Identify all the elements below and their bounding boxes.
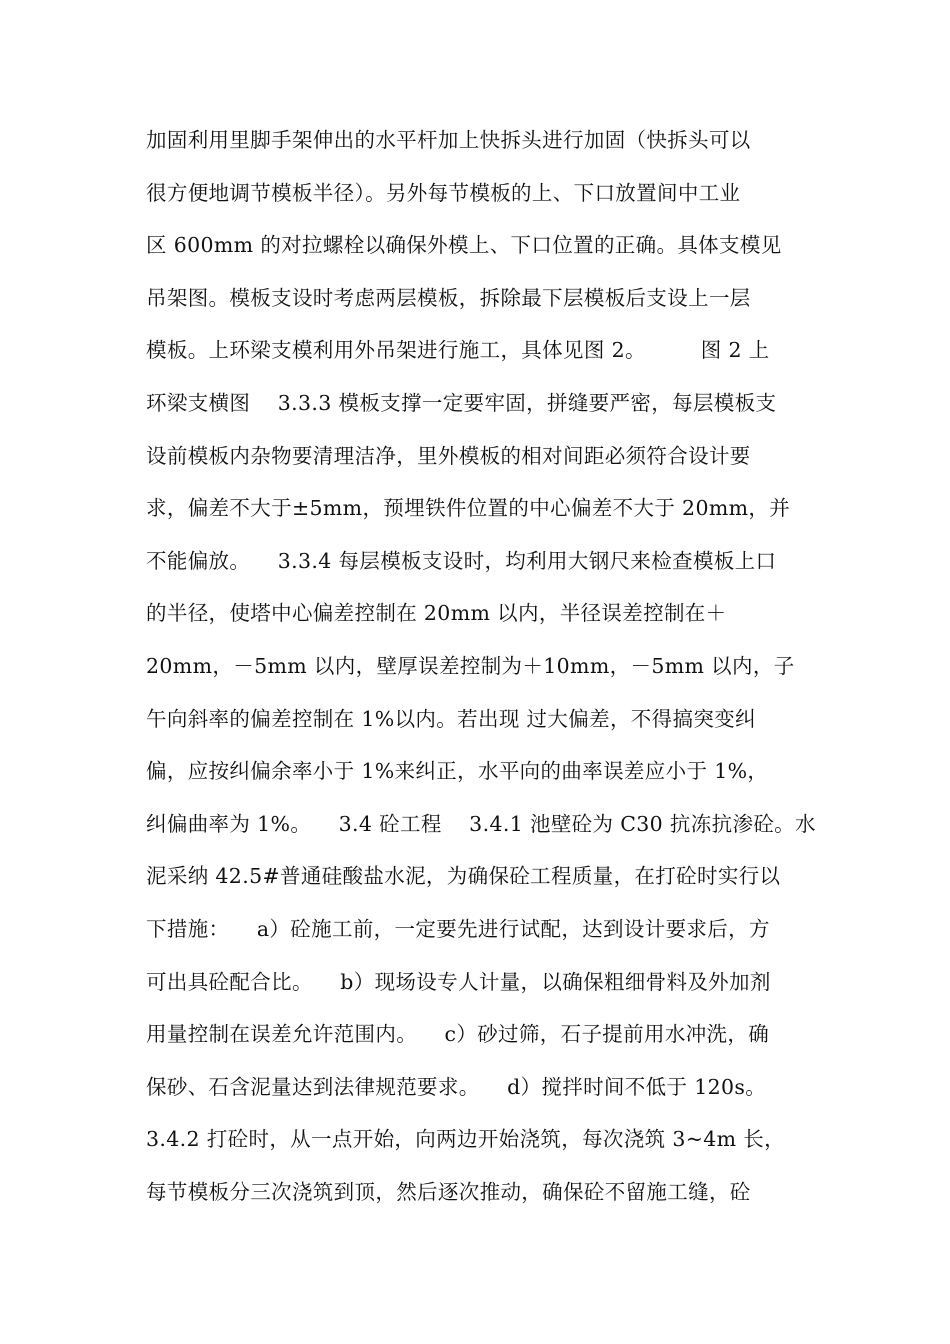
text-line: 每节模板分三次浇筑到顶，然后逐次推动，确保砼不留施工缝，砼: [146, 1179, 751, 1204]
text-line: 吊架图。模板支设时考虑两层模板，拆除最下层模板后支设上一层: [146, 285, 751, 310]
text-line: 的半径，使塔中心偏差控制在 20mm 以内，半径误差控制在＋: [146, 601, 727, 626]
text-line: 环梁支横图 3.3.3 模板支撑一定要牢固，拼缝要严密，每层模板支: [146, 390, 777, 415]
text-line: 下措施： a）砼施工前，一定要先进行试配，达到设计要求后，方: [146, 916, 770, 941]
text-line: 区 600mm 的对拉螺栓以确保外模上、下口位置的正确。具体支模见: [146, 233, 782, 258]
text-line: 模板。上环梁支模利用外吊架进行施工，具体见图 2。 图 2 上: [146, 338, 770, 363]
text-line: 午向斜率的偏差控制在 1%以内。若出现 过大偏差，不得搞突变纠: [146, 706, 756, 731]
text-line: 3.4.2 打砼时，从一点开始，向两边开始浇筑，每次浇筑 3~4m 长，: [146, 1127, 786, 1152]
text-line: 加固利用里脚手架伸出的水平杆加上快拆头进行加固（快拆头可以: [146, 128, 751, 152]
text-line: 不能偏放。 3.3.4 每层模板支设时，均利用大钢尺来检查模板上口: [146, 548, 777, 573]
text-line: 很方便地调节模板半径）。另外每节模板的上、下口放置间中工业: [146, 180, 741, 205]
text-line: 保砂、石含泥量达到法律规范要求。 d）搅拌时间不低于 120s。: [146, 1074, 767, 1099]
text-line: 纠偏曲率为 1%。 3.4 砼工程 3.4.1 池壁砼为 C30 抗冻抗渗砼。水: [146, 811, 816, 836]
text-line: 设前模板内杂物要清理洁净，里外模板的相对间距必须符合设计要: [146, 443, 751, 468]
text-line: 偏，应按纠偏余率小于 1%来纠正，水平向的曲率误差应小于 1%，: [146, 759, 769, 784]
text-line: 20mm，－5mm 以内，壁厚误差控制为＋10mm，－5mm 以内，子: [146, 653, 795, 678]
text-line: 用量控制在误差允许范围内。 c）砂过筛，石子提前用水冲洗，确: [146, 1022, 770, 1047]
text-line: 可出具砼配合比。 b）现场设专人计量，以确保粗细骨料及外加剂: [146, 969, 771, 994]
text-line: 求，偏差不大于±5mm，预埋铁件位置的中心偏差不大于 20mm，并: [146, 496, 791, 521]
text-line: 泥采纳 42.5#普通硅酸盐水泥，为确保砼工程质量，在打砼时实行以: [146, 864, 781, 889]
body-text: [146, 114, 814, 1218]
